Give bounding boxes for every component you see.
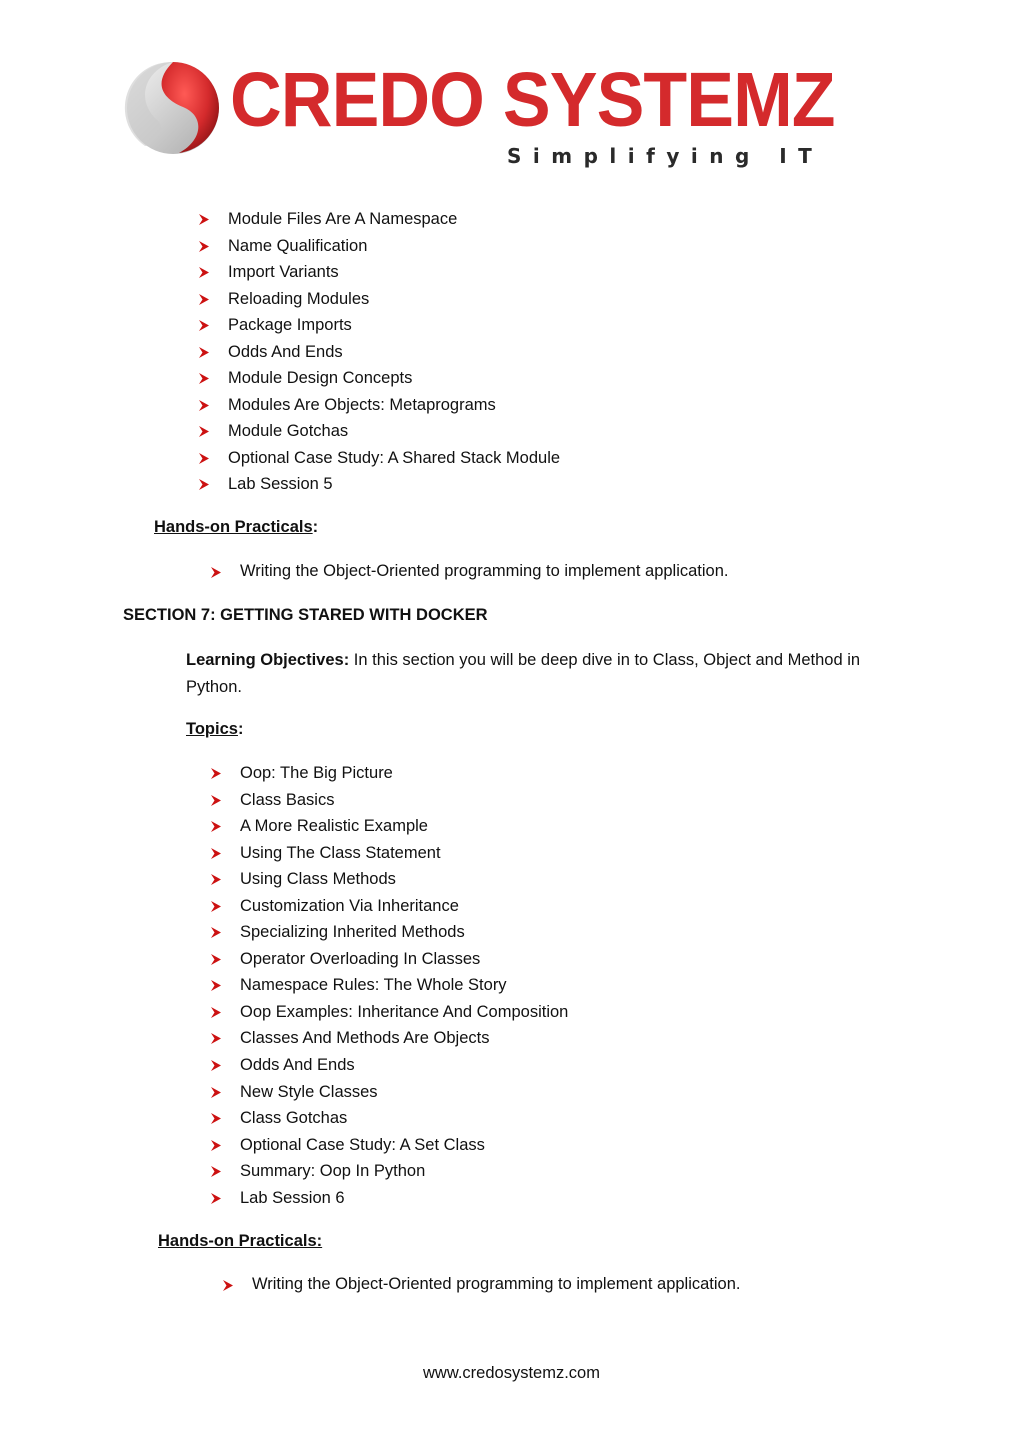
practicals-heading-2: Hands-on Practicals: bbox=[158, 1232, 323, 1250]
list-item-text: Modules Are Objects: Metaprograms bbox=[228, 395, 496, 414]
arrow-bullet-icon bbox=[210, 873, 222, 886]
topics-heading-text: Topics bbox=[186, 720, 238, 738]
practicals-heading-text: Hands-on Practicals bbox=[154, 518, 313, 536]
topics-heading bbox=[186, 720, 243, 739]
list-item-text: Module Design Concepts bbox=[228, 369, 413, 388]
objectives-label: Learning Objectives: bbox=[186, 651, 350, 669]
arrow-bullet-icon bbox=[198, 452, 210, 465]
practicals-item-text: Writing the Object-Oriented programming to implement application. bbox=[252, 1275, 741, 1293]
list-item-text: Using The Class Statement bbox=[240, 843, 441, 862]
list-item-text: Module Files Are A Namespace bbox=[228, 210, 458, 228]
arrow-bullet-icon bbox=[210, 979, 222, 992]
brand-tagline: Simplifying IT bbox=[507, 144, 824, 168]
list-item-text: Oop: The Big Picture bbox=[240, 764, 393, 782]
learning-objectives bbox=[186, 647, 896, 701]
list-item-text: Oop Examples: Inheritance And Composition bbox=[240, 1002, 569, 1021]
list-item-text: Class Gotchas bbox=[240, 1109, 348, 1128]
arrow-bullet-icon bbox=[210, 1059, 222, 1072]
arrow-bullet-icon bbox=[210, 847, 222, 860]
list-item-text: Package Imports bbox=[228, 316, 352, 335]
list-item-text: Summary: Oop In Python bbox=[240, 1162, 426, 1181]
credo-systemz-logo bbox=[123, 57, 835, 172]
arrow-bullet-icon bbox=[210, 1086, 222, 1099]
list-item-text: Customization Via Inheritance bbox=[240, 896, 459, 915]
list-item-text: Name Qualification bbox=[228, 236, 368, 255]
footer-url: www.credosystemz.com bbox=[423, 1364, 600, 1382]
arrow-bullet-icon bbox=[210, 1032, 222, 1045]
list-item-text: A More Realistic Example bbox=[240, 817, 428, 836]
arrow-bullet-icon bbox=[198, 319, 210, 332]
list-item-text: Module Gotchas bbox=[228, 422, 349, 441]
list-item-text: Odds And Ends bbox=[228, 342, 343, 361]
arrow-bullet-icon bbox=[210, 820, 222, 833]
list-item-text: Lab Session 5 bbox=[228, 475, 333, 494]
arrow-bullet-icon bbox=[210, 1139, 222, 1152]
list-item-text: Using Class Methods bbox=[240, 870, 396, 889]
practicals-heading-1 bbox=[154, 518, 318, 537]
arrow-bullet-icon bbox=[210, 767, 222, 780]
practicals-item-text: Writing the Object-Oriented programming to implement application. bbox=[240, 562, 729, 580]
arrow-bullet-icon bbox=[210, 953, 222, 966]
list-item-text: Optional Case Study: A Shared Stack Module bbox=[228, 448, 561, 467]
objectives-text: In this section you will be deep dive in to Class, Object and Method in Python. bbox=[186, 651, 861, 696]
arrow-bullet-icon bbox=[198, 425, 210, 438]
arrow-bullet-icon bbox=[210, 900, 222, 913]
arrow-bullet-icon bbox=[210, 566, 222, 579]
list-item-text: Class Basics bbox=[240, 790, 335, 809]
list-item-text: Reloading Modules bbox=[228, 289, 370, 308]
arrow-bullet-icon bbox=[198, 372, 210, 385]
arrow-bullet-icon bbox=[210, 1112, 222, 1125]
arrow-bullet-icon bbox=[198, 478, 210, 491]
arrow-bullet-icon bbox=[198, 213, 210, 226]
arrow-bullet-icon bbox=[210, 1165, 222, 1178]
arrow-bullet-icon bbox=[210, 1192, 222, 1205]
logo-swirl-icon bbox=[123, 60, 223, 160]
list-item-text: Optional Case Study: A Set Class bbox=[240, 1135, 485, 1154]
list-item-text: Classes And Methods Are Objects bbox=[240, 1029, 490, 1048]
arrow-bullet-icon bbox=[222, 1279, 234, 1292]
list-item-text: Lab Session 6 bbox=[240, 1188, 345, 1207]
topics-heading-colon: : bbox=[237, 720, 244, 738]
arrow-bullet-icon bbox=[198, 293, 210, 306]
list-item-text: New Style Classes bbox=[240, 1082, 378, 1101]
practicals-heading-colon: : bbox=[312, 518, 319, 536]
list-item-text: Namespace Rules: The Whole Story bbox=[240, 976, 507, 995]
arrow-bullet-icon bbox=[198, 399, 210, 412]
arrow-bullet-icon bbox=[210, 794, 222, 807]
arrow-bullet-icon bbox=[198, 240, 210, 253]
list-item-text: Specializing Inherited Methods bbox=[240, 923, 465, 942]
arrow-bullet-icon bbox=[210, 926, 222, 939]
list-item-text: Import Variants bbox=[228, 263, 339, 282]
section-title: SECTION 7: GETTING STARED WITH DOCKER bbox=[123, 606, 488, 624]
arrow-bullet-icon bbox=[210, 1006, 222, 1019]
arrow-bullet-icon bbox=[198, 266, 210, 279]
arrow-bullet-icon bbox=[198, 346, 210, 359]
brand-name: CREDO SYSTEMZ bbox=[230, 57, 835, 143]
list-item-text: Operator Overloading In Classes bbox=[240, 949, 481, 968]
list-item-text: Odds And Ends bbox=[240, 1056, 355, 1075]
